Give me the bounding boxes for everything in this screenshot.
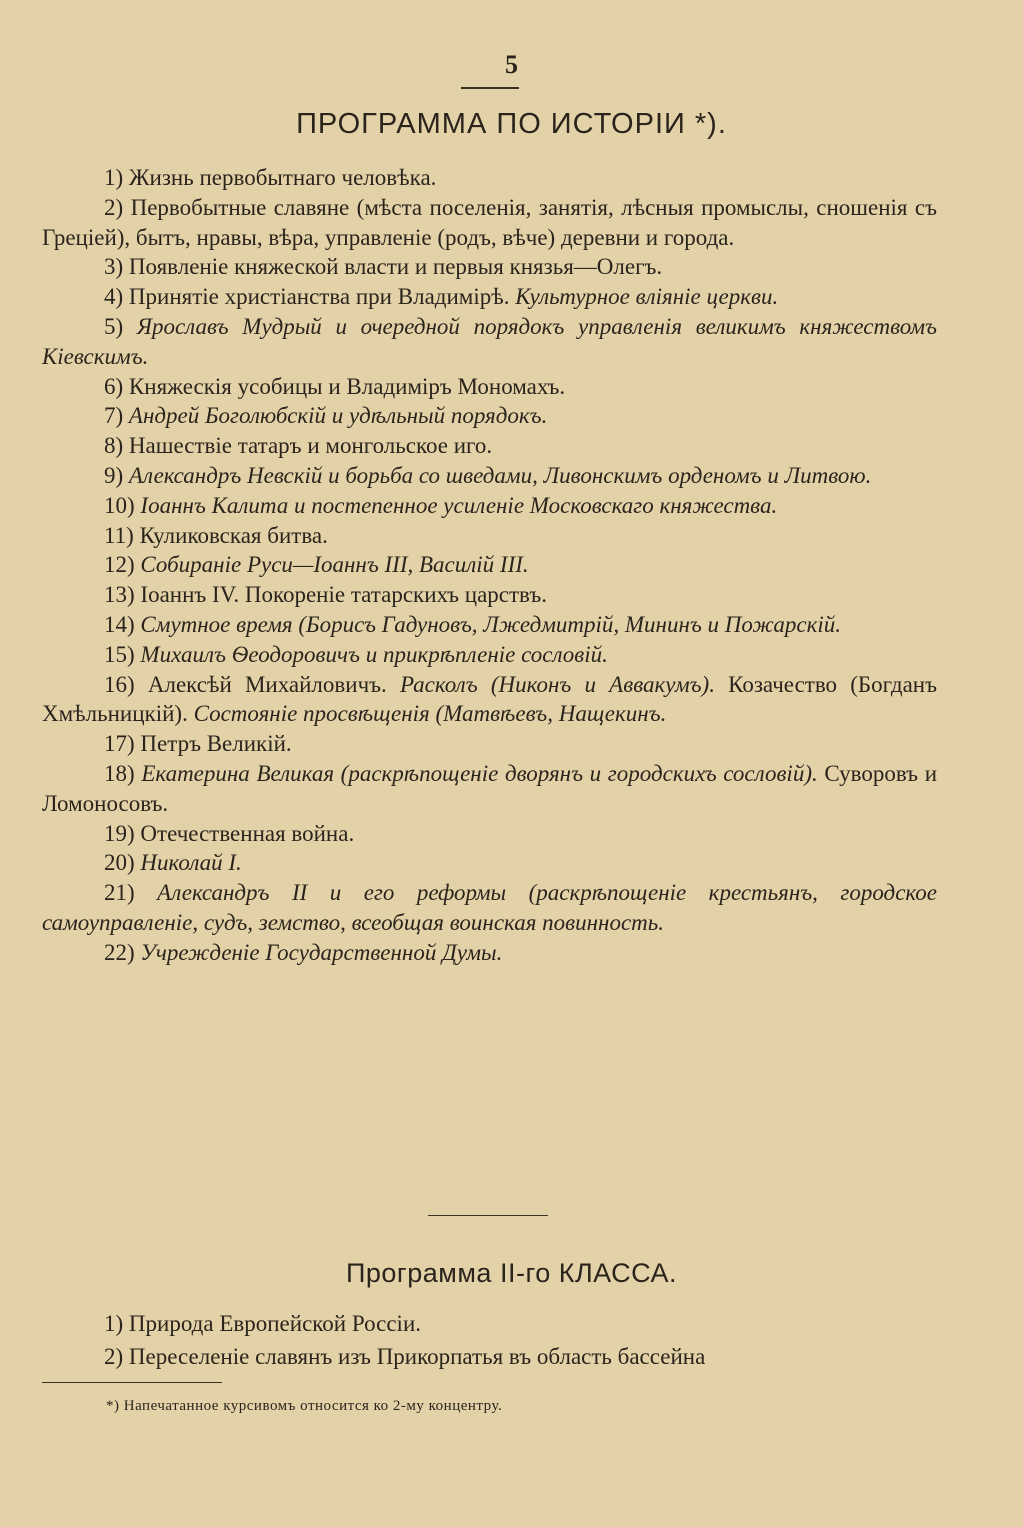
item-text-italic: Учрежденіе Государственной Думы. [140, 939, 503, 965]
item-number: 21) [104, 880, 135, 906]
page-title: ПРОГРАММА ПО ИСТОРІИ *). [296, 108, 727, 140]
item-number: 19) [104, 820, 135, 846]
item-text-italic: Смутное время (Борисъ Гадуновъ, Лжедмитрій, Мининъ и Пожарскій. [140, 611, 842, 637]
page-number: 5 [505, 50, 518, 79]
list-item [42, 670, 937, 730]
item-text: Природа Европейской Россіи. [128, 1311, 422, 1336]
item-number: 7) [104, 403, 124, 429]
list-item [42, 580, 937, 610]
item-text: Переселеніе славянъ изъ Прикорпатья въ область бассейна [128, 1344, 706, 1369]
item-text: Куликовская битва. [139, 522, 328, 548]
list-item [42, 193, 937, 253]
section-title: Программа II-го КЛАССА. [345, 1258, 677, 1288]
list-item [42, 521, 937, 551]
item-text-italic: Состояніе просвѣщенія (Матвѣевъ, Нащекинъ. [193, 701, 667, 727]
item-text: Отечественная война. [140, 820, 355, 846]
list-item [42, 878, 937, 938]
list-item [42, 401, 937, 431]
item-number: 2) [104, 194, 124, 220]
item-text-italic: Александръ Невскій и борьба со шведами, Ливонскимъ орденомъ и Литвою. [128, 462, 872, 488]
item-text: Нашествіе татаръ и монгольское иго. [128, 433, 493, 459]
item-number: 15) [104, 641, 135, 667]
item-number: 5) [104, 313, 124, 339]
item-text: Петръ Великій. [140, 731, 292, 757]
list-item [42, 461, 937, 491]
item-number: 6) [104, 373, 124, 399]
item-text-italic: Николай I. [140, 850, 242, 876]
item-number: 4) [104, 284, 124, 310]
item-text: Алексѣй Михайловичъ. [147, 671, 387, 697]
list-item [42, 312, 937, 372]
item-text-italic: Ярославъ Мудрый и очередной порядокъ управленія великимъ княжествомъ Кіевскимъ. [42, 313, 937, 369]
item-text: Принятіе христіанства при Владимірѣ. [128, 284, 510, 310]
item-number: 20) [104, 850, 135, 876]
list-item [42, 848, 937, 878]
item-text-italic: Іоаннъ Калита и постепенное усиленіе Московскаго княжества. [140, 492, 778, 518]
history-program-list [42, 163, 937, 968]
item-text-italic: Расколъ (Никонъ и Аввакумъ). [399, 671, 715, 697]
list-item [42, 1340, 937, 1373]
list-item [42, 819, 937, 849]
item-number: 8) [104, 433, 124, 459]
item-number: 2) [104, 1344, 124, 1369]
item-text: Суворовъ и Ломоносовъ. [42, 760, 937, 816]
class-program-list [42, 1307, 937, 1373]
item-text: Первобытные славяне (мѣста поселенія, занятія, лѣсныя промыслы, сношенія съ Греціей), бытъ, нравы, вѣра, управленіе (родъ, вѣче) деревни и города. [42, 194, 937, 250]
footnote-rule [42, 1382, 222, 1383]
item-number: 22) [104, 939, 135, 965]
list-item [42, 282, 937, 312]
list-item [42, 372, 937, 402]
item-text: Княжескія усобицы и Владиміръ Мономахъ. [128, 373, 566, 399]
item-number: 11) [104, 522, 134, 548]
item-text: Іоаннъ IV. Покореніе татарскихъ царствъ. [140, 582, 547, 608]
item-text-italic: Екатерина Великая (раскрѣпощеніе дворянъ и городскихъ сословій). [141, 760, 818, 786]
item-text: Козачество (Богданъ Хмѣльницкій). [42, 671, 937, 727]
item-number: 3) [104, 254, 124, 280]
item-text-italic: Андрей Боголюбскій и удѣльный порядокъ. [128, 403, 548, 429]
item-number: 13) [104, 582, 135, 608]
item-number: 1) [104, 1311, 124, 1336]
page-number-rule [461, 87, 519, 89]
section-divider [428, 1215, 548, 1216]
item-number: 10) [104, 492, 135, 518]
item-text-italic: Михаилъ Ѳеодоровичъ и прикрѣпленіе сословій. [140, 641, 608, 667]
list-item [42, 610, 937, 640]
item-text: Жизнь первобытнаго человѣка. [128, 165, 437, 190]
list-item [42, 252, 937, 282]
list-item [42, 640, 937, 670]
item-number: 1) [104, 165, 124, 190]
list-item [42, 550, 937, 580]
footnote: *) Напечатанное курсивомъ относится ко 2-му концентру. [106, 1398, 503, 1414]
list-item [42, 431, 937, 461]
list-item [42, 491, 937, 521]
list-item [42, 1307, 937, 1340]
list-item [42, 759, 937, 819]
list-item [42, 729, 937, 759]
item-number: 16) [104, 671, 135, 697]
item-number: 9) [104, 462, 124, 488]
item-text-italic: Александръ II и его реформы (раскрѣпощеніе крестьянъ, городское самоуправленіе, судъ, земство, всеобщая воинская повинность. [42, 880, 937, 935]
item-number: 17) [104, 731, 135, 757]
item-text-italic: Культурное вліяніе церкви. [515, 284, 779, 310]
item-text: Появленіе княжеской власти и первыя князья—Олегъ. [128, 254, 663, 280]
item-number: 18) [104, 760, 135, 786]
list-item [42, 938, 937, 968]
item-text-italic: Собираніе Руси—Іоаннъ III, Василій III. [140, 552, 529, 578]
item-number: 14) [104, 611, 135, 637]
list-item [42, 163, 937, 193]
item-number: 12) [104, 552, 135, 578]
